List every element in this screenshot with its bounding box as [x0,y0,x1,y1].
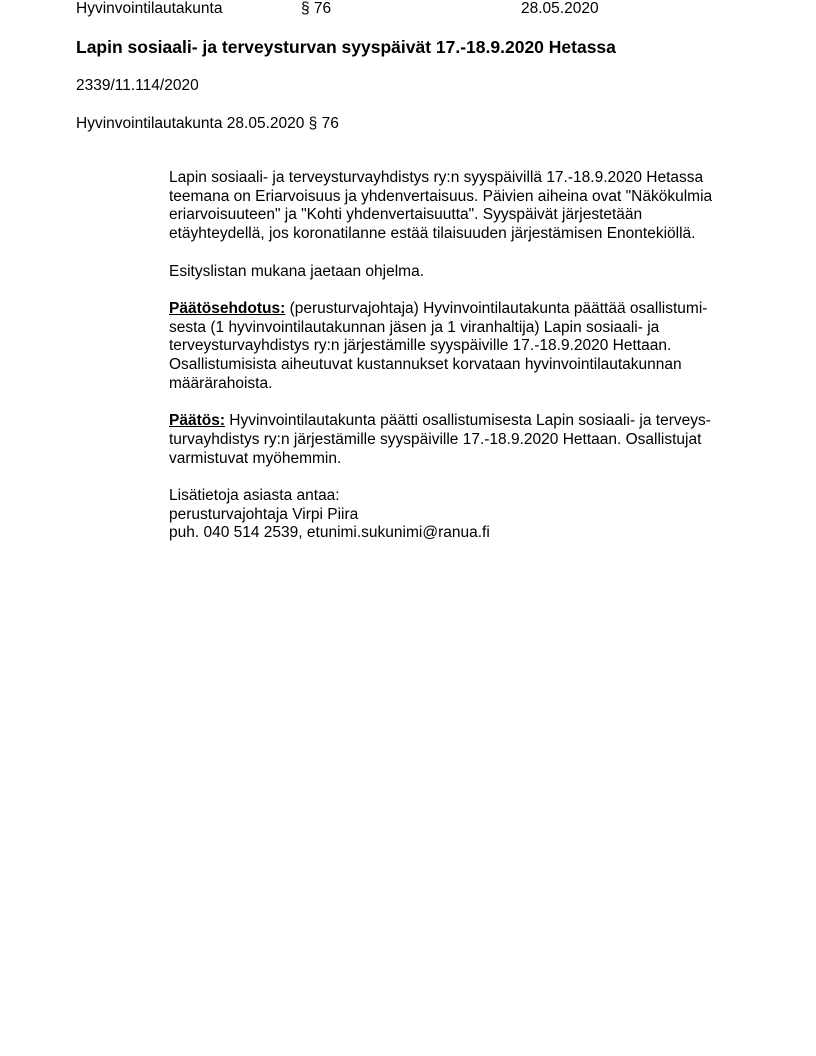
decision-label: Päätös: [169,412,225,430]
decision-paragraph [169,412,712,468]
header-section: § 76 [301,0,332,17]
document-body [169,169,712,543]
header-board: Hyvinvointilautakunta [76,0,223,17]
text-line: teemana on Eriarvoisuus ja yhdenvertaisuus. Päivien aiheina ovat "Näkökulmia [169,187,713,205]
text-line: (perusturvajohtaja) Hyvinvointilautakunta päättää osallistumi- [285,299,708,317]
text-line: Hyvinvointilautakunta päätti osallistumisesta Lapin sosiaali- ja terveys- [225,412,711,430]
contact-info [169,487,712,543]
text-line: etäyhteydellä, jos koronatilanne estää tilaisuuden järjestämisen Enontekiöllä. [169,225,696,243]
contact-intro: Lisätietoja asiasta antaa: [169,486,340,504]
attachment-note: Esityslistan mukana jaetaan ohjelma. [169,262,425,280]
meeting-reference: Hyvinvointilautakunta 28.05.2020 § 76 [76,115,339,132]
proposal-paragraph [169,300,712,394]
text-line: eriarvoisuuteen" ja "Kohti yhdenvertaisuutta". Syyspäivät järjestetään [169,206,643,224]
contact-person: perusturvajohtaja Virpi Piira [169,505,359,523]
intro-paragraph [169,169,712,244]
record-number: 2339/11.114/2020 [76,77,199,94]
contact-phone-email: puh. 040 514 2539, etunimi.sukunimi@ranua.fi [169,524,490,542]
text-line: turvayhdistys ry:n järjestämille syyspäiville 17.-18.9.2020 Hettaan. Osallistujat [169,430,702,448]
text-line: määrärahoista. [169,374,273,392]
text-line: terveysturvayhdistys ry:n järjestämille syyspäiville 17.-18.9.2020 Hettaan. [169,337,672,355]
text-line: Osallistumisista aiheutuvat kustannukset korvataan hyvinvointilautakunnan [169,356,682,373]
header-date: 28.05.2020 [521,0,599,17]
text-line: varmistuvat myöhemmin. [169,449,342,467]
proposal-label: Päätösehdotus: [169,299,286,317]
page-title: Lapin sosiaali- ja terveysturvan syyspäivät 17.-18.9.2020 Hetassa [76,37,616,57]
text-line: Lapin sosiaali- ja terveysturvayhdistys ry:n syyspäivillä 17.-18.9.2020 Hetassa [169,169,704,186]
text-line: sesta (1 hyvinvointilautakunnan jäsen ja 1 viranhaltija) Lapin sosiaali- ja [169,318,660,336]
